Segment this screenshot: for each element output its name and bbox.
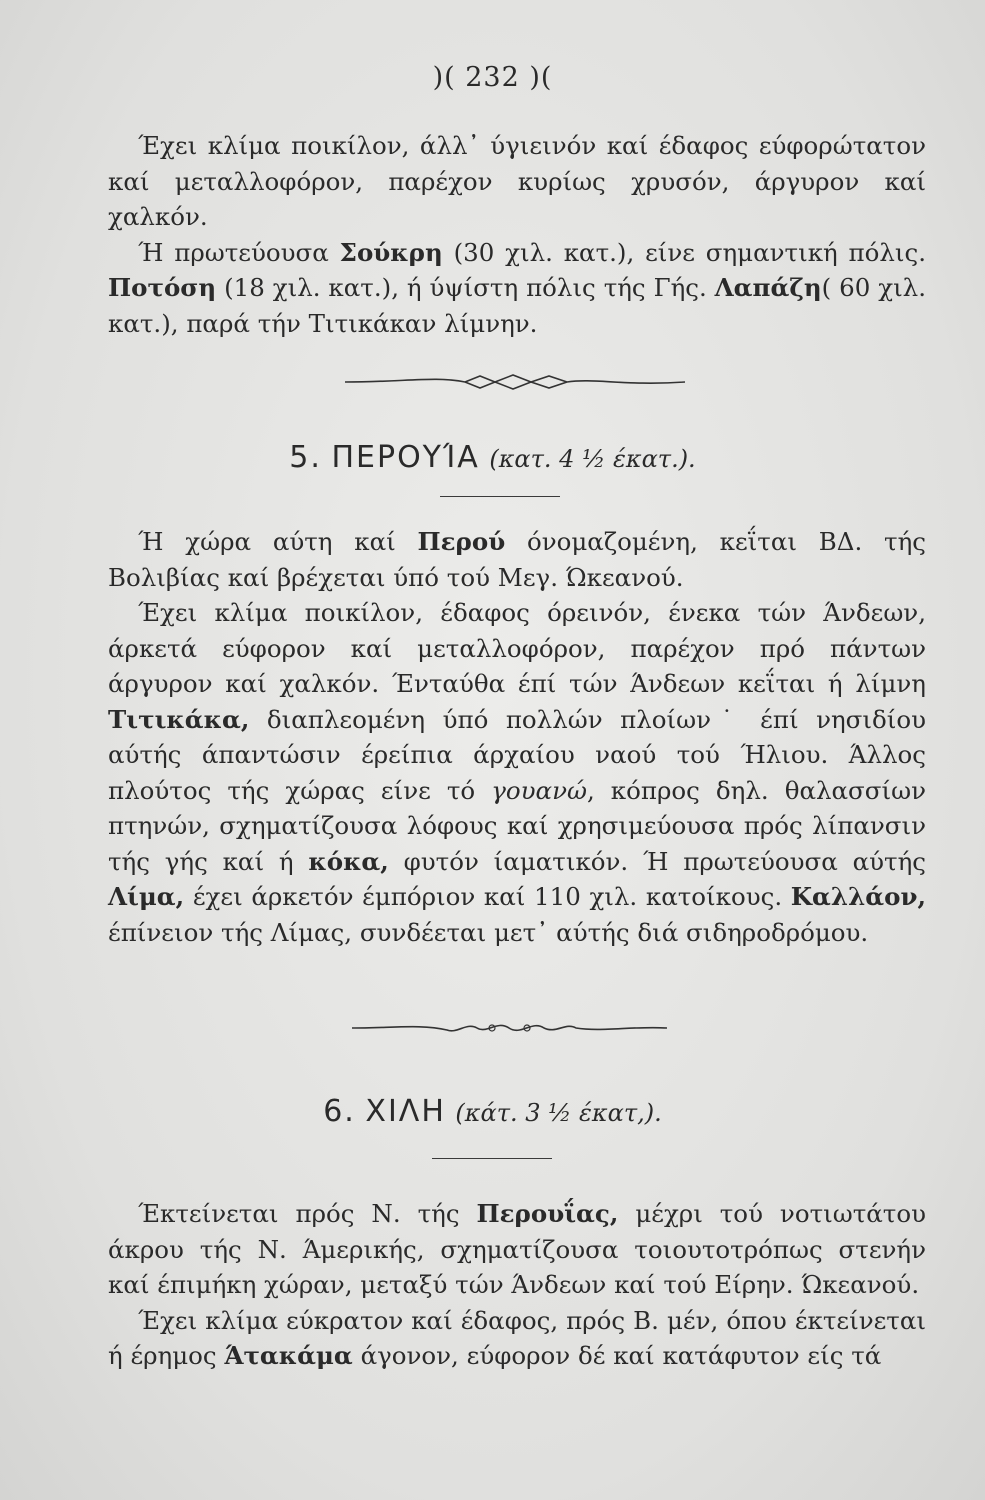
text-run: έχει άρκετόν έμπόριον καί 110 χιλ. κατοίκους. — [184, 882, 791, 911]
term-coca: κόκα, — [308, 846, 389, 876]
heading-country: ΠΕΡΟΥΊΑ — [331, 440, 480, 475]
section-divider-ornament — [345, 372, 685, 392]
bolivia-climate-paragraph: Έχει κλίμα ποικίλον, άλλ᾽ ύγιεινόν καί έδαφος εύφορώτατον καί μεταλλοφόρον, παρέχον κυρίως χρυσόν, άργυρον καί χαλκόν. — [108, 131, 926, 231]
chile-location-paragraph — [108, 1196, 926, 1303]
country-peru: Περουΐας, — [476, 1199, 619, 1228]
text-run: μέχρι τού νοτιωτάτου άκρου τής Ν. Άμερικής, σχηματίζουσα τοιουτοτρόπως στενήν καί έπιμήκη χώραν, μεταξύ τών Άνδεων καί τού Είρην. Ώκεανού. — [108, 1199, 926, 1299]
city-sucre: Σούκρη — [339, 237, 443, 267]
section-divider-ornament — [352, 1016, 667, 1040]
desert-atacama: Άτακάμα — [224, 1341, 353, 1370]
heading-underline — [432, 1158, 552, 1159]
text-run: άγονον, εύφορον δέ καί κατάφυτον είς τά — [352, 1341, 882, 1370]
heading-underline — [440, 496, 560, 497]
country-peru: Περού — [417, 527, 506, 556]
city-la-paz: Λαπάζη — [714, 273, 822, 302]
term-guano: γουανώ — [491, 775, 587, 805]
peru-climate-paragraph — [108, 595, 926, 950]
text-run: έπίνειον τής Λίμας, συνδέεται μετ᾽ αύτής διά σιδηροδρόμου. — [108, 917, 869, 947]
chile-climate-paragraph — [108, 1303, 926, 1374]
section-heading-chile — [0, 1094, 985, 1129]
text-run: Ή χώρα αύτη καί — [138, 527, 418, 556]
page-number: )( 232 )( — [432, 62, 553, 93]
peru-section — [108, 524, 926, 950]
section-heading-peru — [0, 440, 985, 475]
city-lima: Λίμα, — [108, 882, 185, 911]
heading-number: 5. — [289, 440, 322, 475]
text-run: όνομαζομένη, κεΐται ΒΔ. τής Βολιβίας καί βρέχεται ύπό τού Μεγ. Ώκεανού. — [108, 527, 926, 592]
city-potosi: Ποτόση — [108, 273, 217, 302]
text-run: Έχει κλίμα εύκρατον καί έδαφος, πρός Β. μέν, όπου έκτείνεται ή έρημος — [108, 1305, 926, 1370]
bolivia-section — [108, 128, 926, 341]
heading-population: (κάτ. 3 ½ έκατ,). — [455, 1099, 662, 1127]
heading-number: 6. — [323, 1094, 356, 1129]
text-run: , κόπρος δηλ. θαλασσίων πτηνών, σχηματίζουσα λόφους καί χρησιμεύουσα πρός λίπανσιν τής γής καί ή — [108, 775, 926, 876]
text-run: (18 χιλ. κατ.), ή ύψίστη πόλις τής Γής. — [216, 273, 715, 302]
heading-country: ΧΙΛΗ — [365, 1094, 446, 1129]
text-run: Ή πρωτεύουσα — [138, 237, 340, 267]
chile-section — [108, 1196, 926, 1374]
heading-population: (κατ. 4 ½ έκατ.). — [489, 445, 696, 473]
text-run: Έκτείνεται πρός Ν. τής — [138, 1199, 477, 1228]
text-run: (30 χιλ. κατ.), είνε σημαντική πόλις. — [442, 237, 926, 267]
text-run: διαπλεομένη ύπό πολλών πλοίων˙ έπί νησιδίου αύτής άπαντώσιν έρείπια άρχαίου ναού τού Ήλιου. Άλλος πλούτος τής χώρας είνε τό — [108, 704, 926, 805]
bolivia-cities-paragraph — [108, 235, 926, 342]
text-run: Έχει κλίμα ποικίλον, έδαφος όρεινόν, ένεκα τών Άνδεων, άρκετά εύφορον καί μεταλλοφόρον, παρέχον πρό πάντων άργυρον καί χαλκόν. Ένταύθα έπί τών Άνδεων κεΐται ή λίμνη — [108, 598, 926, 698]
peru-location-paragraph — [108, 524, 926, 595]
text-run: φυτόν ίαματικόν. Ή πρωτεύουσα αύτής — [388, 846, 926, 876]
text-run: ( 60 χιλ. κατ.), παρά τήν Τιτικάκαν λίμνην. — [108, 273, 926, 338]
city-callao: Καλλάον, — [790, 882, 926, 911]
lake-titicaca: Τιτικάκα, — [108, 704, 250, 734]
